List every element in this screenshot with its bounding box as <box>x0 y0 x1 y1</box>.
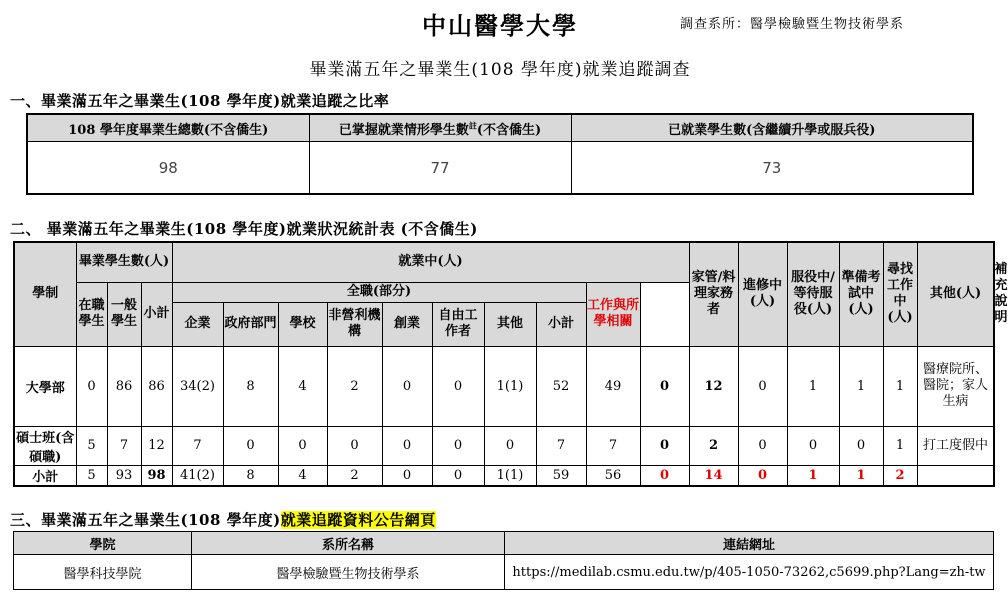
startup-cell: 0 <box>382 426 432 465</box>
employed-students-header: 已就業學生數(含繼續升學或服兵役) <box>571 114 973 142</box>
grad-count-header: 畢業學生數(人) <box>76 242 172 282</box>
in-service-cell: 5 <box>76 465 107 486</box>
government-header: 政府部門 <box>223 302 278 346</box>
others-header: 其他(人) <box>917 242 994 346</box>
remarks-cell: 打工度假中 <box>917 426 994 465</box>
related-cell: 7 <box>586 426 640 465</box>
further-study-cell: 2 <box>689 426 738 465</box>
homemaker-header: 家管/料理家務者 <box>689 242 738 346</box>
enterprise-cell: 34(2) <box>172 346 223 426</box>
exam-prep-cell: 1 <box>787 465 839 486</box>
subtotal-row <box>14 465 994 486</box>
nonprofit-cell: 0 <box>327 426 382 465</box>
job-seeking-cell: 1 <box>839 465 883 486</box>
exam-prep-header: 準備考試中(人) <box>839 242 883 346</box>
section3-heading-highlight: 就業追蹤資料公告網頁 <box>280 511 436 529</box>
college-cell: 醫學科技學院 <box>14 555 192 590</box>
school-cell: 4 <box>278 346 327 426</box>
government-cell: 8 <box>223 465 278 486</box>
military-cell: 0 <box>738 426 787 465</box>
enterprise-header: 企業 <box>172 302 223 346</box>
in-service-header: 在職學生 <box>76 282 107 346</box>
page-title: 中山醫學大學 <box>422 11 578 40</box>
other-cell: 1(1) <box>484 465 536 486</box>
grad-subtotal-cell: 12 <box>141 426 172 465</box>
department-cell: 醫學檢驗暨生物技術學系 <box>192 555 505 590</box>
remarks-cell: 醫療院所、醫院；家人生病 <box>917 346 994 426</box>
school-cell: 0 <box>278 426 327 465</box>
nonprofit-cell: 2 <box>327 346 382 426</box>
startup-cell: 0 <box>382 346 432 426</box>
fulltime-header: 全職(部分) <box>172 282 586 302</box>
related-header: 工作與所學相關 <box>586 282 640 346</box>
announcement-link-table <box>13 531 994 590</box>
exam-prep-cell: 0 <box>787 426 839 465</box>
job-seeking-cell: 0 <box>839 426 883 465</box>
military-cell: 0 <box>738 346 787 426</box>
startup-header: 創業 <box>382 302 432 346</box>
other-header: 其他 <box>484 302 536 346</box>
enterprise-cell: 41(2) <box>172 465 223 486</box>
employment-status-table: 學制 畢業學生數(人) 就業中(人) 家管/料理家務者 進修中(人) 服役中/等待服役(人) 準備考試中(人) 尋找工作中(人) 其他(人) 補充說明 在職學生 一般學生 小計 全職(部分) 工作與所學相關 企業 政府部門 學校 非營利機構 創業 自由工作者 其他 小計 大學部 0 86 86 34(2) 8 4 2 0 0 1(1) 52 49 0 12 0 1 1 1 醫療院所、醫院；家人生病 碩士班(含碩職) 5 7 12 7 0 0 0 0 0 0 7 7 0 2 0 0 0 1 打工度假中 小計 5 93 98 41(2) 8 4 2 0 0 1(1) 59 56 0 14 0 1 1 2 <box>13 241 995 487</box>
freelance-header: 自由工作者 <box>432 302 484 346</box>
nonprofit-cell: 2 <box>327 465 382 486</box>
school-cell: 4 <box>278 465 327 486</box>
section1-heading: 一、畢業滿五年之畢業生(108 學年度)就業追蹤之比率 <box>10 92 390 110</box>
homemaker-cell: 0 <box>640 465 689 486</box>
in-service-cell: 0 <box>76 346 107 426</box>
degree-header: 學制 <box>14 242 76 346</box>
enterprise-cell: 7 <box>172 426 223 465</box>
nonprofit-header: 非營利機構 <box>327 302 382 346</box>
section3-heading-prefix: 三、畢業滿五年之畢業生(108 學年度) <box>10 511 281 529</box>
government-cell: 0 <box>223 426 278 465</box>
startup-cell: 0 <box>382 465 432 486</box>
section3-heading <box>10 509 436 530</box>
tracking-ratio-table <box>26 113 974 195</box>
remarks-cell <box>917 465 994 486</box>
freelance-cell: 0 <box>432 465 484 486</box>
job-seeking-header: 尋找工作中(人) <box>883 242 917 346</box>
department-header: 系所名稱 <box>192 532 505 555</box>
further-study-header: 進修中(人) <box>738 242 787 346</box>
table-row <box>14 346 994 426</box>
total-graduates-header: 108 學年度畢業生總數(不含僑生) <box>27 114 309 142</box>
military-header: 服役中/等待服役(人) <box>787 242 839 346</box>
freelance-cell: 0 <box>432 426 484 465</box>
table-row <box>14 426 994 465</box>
degree-cell: 小計 <box>14 465 76 486</box>
fulltime-subtotal-cell: 7 <box>536 426 586 465</box>
government-cell: 8 <box>223 346 278 426</box>
section2-heading: 二、 畢業滿五年之畢業生(108 學年度)就業狀況統計表 (不含僑生) <box>10 220 478 238</box>
grad-subtotal-header: 小計 <box>141 282 172 346</box>
total-graduates-value: 98 <box>27 142 309 195</box>
other-cell: 1(1) <box>484 346 536 426</box>
url-header: 連結網址 <box>505 532 994 555</box>
other-cell: 0 <box>484 426 536 465</box>
fulltime-subtotal-cell: 59 <box>536 465 586 486</box>
freelance-cell: 0 <box>432 346 484 426</box>
further-study-cell: 14 <box>689 465 738 486</box>
footnote-mark: 註 <box>468 120 477 131</box>
tracked-students-label: 已掌握就業情形學生數 <box>338 122 469 138</box>
in-service-cell: 5 <box>76 426 107 465</box>
school-header: 學校 <box>278 302 327 346</box>
survey-subtitle: 畢業滿五年之畢業生(108 學年度)就業追蹤調查 <box>309 60 691 80</box>
employed-students-value: 73 <box>571 142 973 195</box>
fulltime-subtotal-cell: 52 <box>536 346 586 426</box>
others-cell: 1 <box>883 346 917 426</box>
college-header: 學院 <box>14 532 192 555</box>
homemaker-cell: 0 <box>640 426 689 465</box>
job-seeking-cell: 1 <box>839 346 883 426</box>
general-cell: 86 <box>107 346 141 426</box>
department-label: 調查系所：醫學檢驗暨生物技術學系 <box>680 17 905 32</box>
military-cell: 0 <box>738 465 787 486</box>
grad-subtotal-cell: 98 <box>141 465 172 486</box>
homemaker-cell: 0 <box>640 346 689 426</box>
degree-cell: 碩士班(含碩職) <box>14 426 76 465</box>
others-cell: 1 <box>883 426 917 465</box>
degree-cell: 大學部 <box>14 346 76 426</box>
tracked-students-header <box>309 114 571 142</box>
general-header: 一般學生 <box>107 282 141 346</box>
further-study-cell: 12 <box>689 346 738 426</box>
employed-header: 就業中(人) <box>172 242 689 282</box>
tracked-students-value: 77 <box>309 142 571 195</box>
announcement-link[interactable]: https://medilab.csmu.edu.tw/p/405-1050-73262,c5699.php?Lang=zh-tw <box>505 555 994 590</box>
related-cell: 49 <box>586 346 640 426</box>
general-cell: 93 <box>107 465 141 486</box>
others-cell: 2 <box>883 465 917 486</box>
fulltime-subtotal-header: 小計 <box>536 302 586 346</box>
grad-subtotal-cell: 86 <box>141 346 172 426</box>
tracked-students-note: (不含僑生) <box>476 122 542 138</box>
related-cell: 56 <box>586 465 640 486</box>
exam-prep-cell: 1 <box>787 346 839 426</box>
general-cell: 7 <box>107 426 141 465</box>
